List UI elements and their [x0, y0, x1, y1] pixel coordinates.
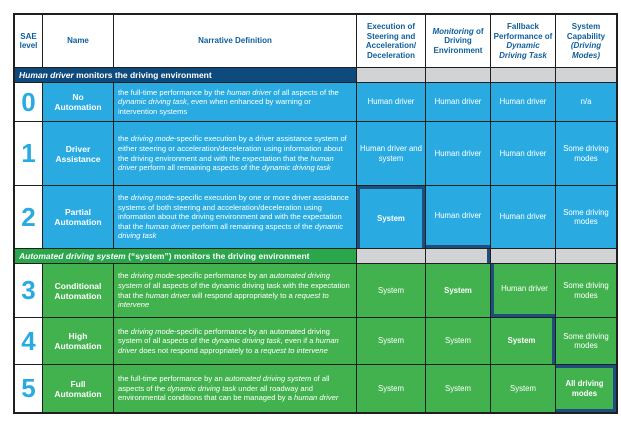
column-header-fallback — [491, 15, 555, 67]
definition-3 — [114, 264, 356, 317]
header-label: Fallback Performance of Dynamic Driving Task — [493, 22, 553, 60]
header-label: SAE level — [19, 31, 38, 50]
cell-execution-level5: System — [357, 365, 425, 412]
cell-capability-level3: Some driving modes — [556, 264, 616, 317]
cell-monitoring-level4: System — [426, 318, 490, 364]
header-label: Monitoring of Driving Environment — [432, 26, 484, 55]
band-human-driver-monitors — [15, 68, 356, 82]
cell-fallback-level3: Human driver — [491, 264, 555, 317]
cell-execution-level3: System — [357, 264, 425, 317]
header-label: Name — [67, 36, 89, 46]
definition-0 — [114, 83, 356, 121]
band-gray-cell — [556, 68, 616, 82]
band-automated-system-monitors — [15, 249, 356, 263]
sae-automation-levels-table — [13, 13, 618, 414]
band-gray-cell — [426, 249, 490, 263]
header-label: Narrative Definition — [198, 36, 272, 46]
definition-text: the driving mode-specific performance by an automated driving system of all aspects of the dynamic driving task, even if a human driver does not respond appropriately to a request to intervene — [118, 326, 339, 355]
level-name-2: Partial Automation — [43, 186, 113, 248]
band-label: Automated driving system (“system”) monitors the driving environment — [19, 251, 310, 261]
header-label: Execution of Steering and Acceleration/ Deceleration — [365, 22, 417, 60]
cell-capability-level4: Some driving modes — [556, 318, 616, 364]
definition-1 — [114, 122, 356, 185]
cell-capability-level0: n/a — [556, 83, 616, 121]
column-header-execution — [357, 15, 425, 67]
level-number-0: 0 — [15, 83, 42, 121]
header-label: System Capability (Driving Modes) — [566, 22, 606, 60]
cell-monitoring-level2: Human driver — [426, 186, 490, 248]
cell-execution-level2: System — [357, 186, 425, 248]
level-name-1: Driver Assistance — [43, 122, 113, 185]
level-name-3: Conditional Automation — [43, 264, 113, 317]
column-header-name — [43, 15, 113, 67]
cell-execution-level1: Human driver and system — [357, 122, 425, 185]
definition-4 — [114, 318, 356, 364]
definition-text: the driving mode-specific performance by an automated driving system of all aspects of the dynamic driving task with the expectation that the human driver will respond appropriately to a request to intervene — [118, 271, 350, 310]
cell-monitoring-level3: System — [426, 264, 490, 317]
cell-monitoring-level5: System — [426, 365, 490, 412]
band-gray-cell — [357, 68, 425, 82]
band-gray-cell — [491, 249, 555, 263]
definition-2 — [114, 186, 356, 248]
band-gray-cell — [357, 249, 425, 263]
cell-capability-level5: All driving modes — [556, 365, 616, 412]
level-name-0: No Automation — [43, 83, 113, 121]
level-name-5: Full Automation — [43, 365, 113, 412]
cell-capability-level2: Some driving modes — [556, 186, 616, 248]
definition-5 — [114, 365, 356, 412]
column-header-monitoring — [426, 15, 490, 67]
band-gray-cell — [491, 68, 555, 82]
cell-fallback-level0: Human driver — [491, 83, 555, 121]
level-number-4: 4 — [15, 318, 42, 364]
column-header-system-capability — [556, 15, 616, 67]
band-gray-cell — [556, 249, 616, 263]
level-name-4: High Automation — [43, 318, 113, 364]
cell-execution-level0: Human driver — [357, 83, 425, 121]
definition-text: the full-time performance by an automated driving system of all aspects of the dynamic driving task under all roadway and environmental conditions that can be managed by a human driver — [118, 374, 339, 403]
band-label: Human driver monitors the driving environment — [19, 70, 212, 80]
cell-execution-level4: System — [357, 318, 425, 364]
level-number-2: 2 — [15, 186, 42, 248]
column-header-sae-level — [15, 15, 42, 67]
level-number-3: 3 — [15, 264, 42, 317]
definition-text: the driving mode-specific execution by one or more driver assistance systems of both steering and acceleration/deceleration using information about the driving environment and with the expectation that the human driver perform all remaining aspects of the dynamic driving task — [118, 193, 349, 241]
definition-text: the full-time performance by the human driver of all aspects of the dynamic driving task, even when enhanced by warning or intervention systems — [118, 87, 339, 116]
level-number-1: 1 — [15, 122, 42, 185]
cell-monitoring-level1: Human driver — [426, 122, 490, 185]
cell-monitoring-level0: Human driver — [426, 83, 490, 121]
cell-fallback-level5: System — [491, 365, 555, 412]
cell-fallback-level1: Human driver — [491, 122, 555, 185]
definition-text: the driving mode-specific execution by a driver assistance system of either steering or acceleration/deceleration using information about the driving environment and with the expectation that the human driver perform all remaining aspects of the dynamic driving task — [118, 134, 347, 173]
column-header-narrative-definition — [114, 15, 356, 67]
level-number-5: 5 — [15, 365, 42, 412]
band-gray-cell — [426, 68, 490, 82]
cell-fallback-level2: Human driver — [491, 186, 555, 248]
cell-capability-level1: Some driving modes — [556, 122, 616, 185]
cell-fallback-level4: System — [491, 318, 555, 364]
